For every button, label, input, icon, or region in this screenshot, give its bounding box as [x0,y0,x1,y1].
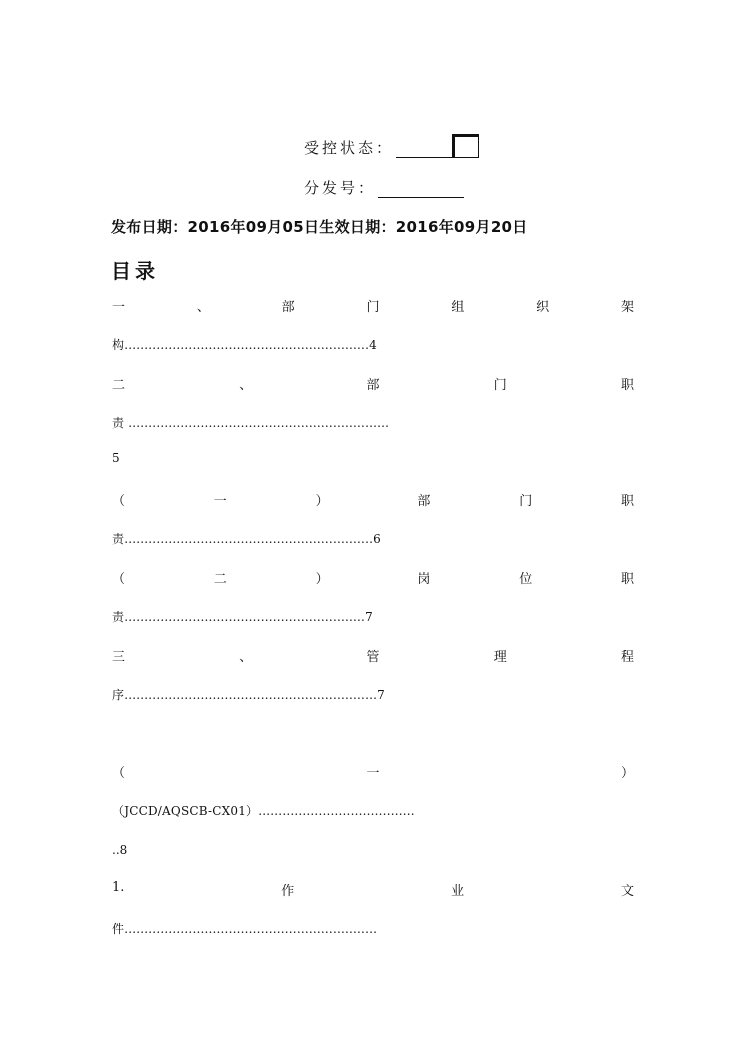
distribution-label: 分发号： [304,179,377,197]
toc-entry-1-heading [112,296,634,315]
toc-char: 位 [519,572,533,587]
toc-char: 二 [112,378,126,393]
toc-char: ） [315,572,329,587]
toc-char: 门 [366,300,380,315]
toc-char: 、 [239,650,253,665]
toc-char: 部 [417,494,431,509]
toc-char: 程 [620,650,634,665]
toc-char: 门 [493,378,507,393]
toc-entry-6-page: ..8 [112,843,128,857]
distribution-line [304,177,464,198]
toc-char: 部 [281,300,295,315]
toc-char: 管 [366,650,380,665]
control-status-blank [396,141,456,158]
toc-entry-7-leader[interactable]: 件............................................................... [112,922,378,936]
toc-entry-3-heading [112,490,634,509]
toc-char: 门 [519,494,533,509]
control-status-line [304,137,456,158]
toc-char: 部 [366,378,380,393]
toc-entry-6-heading [112,762,634,781]
toc-entry-3-leader[interactable]: 责..............................................................6 [112,532,381,546]
toc-char: 职 [620,378,634,393]
control-status-checkbox[interactable] [452,134,479,158]
toc-char: 一 [366,766,380,781]
toc-entry-6-leader[interactable]: （JCCD/AQSCB-CX01）....................................... [112,804,415,818]
toc-char: 三 [112,650,126,665]
toc-entry-1-leader[interactable]: 构.............................................................4 [112,338,377,352]
toc-entry-4-leader[interactable]: 责............................................................7 [112,610,373,624]
dates-line: 发布日期：2016年09月05日生效日期：2016年09月20日 [111,218,528,236]
toc-char: 、 [196,300,210,315]
toc-char: 架 [620,300,634,315]
toc-entry-5-leader[interactable]: 序...............................................................7 [112,688,385,702]
toc-char: 文 [620,884,634,899]
toc-char: （ [112,494,126,509]
toc-char: 、 [239,378,253,393]
toc-char: （ [112,766,126,781]
toc-char: 组 [451,300,465,315]
toc-title: 目录 [111,259,159,283]
toc-char: 作 [281,884,295,899]
distribution-blank [378,181,464,198]
control-status-label: 受控状态： [304,139,395,157]
toc-entry-2-page: 5 [112,451,120,465]
toc-char: ） [315,494,329,509]
toc-char: 二 [213,572,227,587]
toc-char: 职 [620,494,634,509]
toc-char: 岗 [417,572,431,587]
toc-entry-4-heading [112,568,634,587]
toc-char: 理 [493,650,507,665]
toc-char: 业 [451,884,465,899]
toc-entry-7-heading [112,880,634,899]
toc-char: （ [112,572,126,587]
toc-char: 一 [213,494,227,509]
toc-entry-5-heading [112,646,634,665]
toc-char: ） [620,766,634,781]
toc-char: 织 [536,300,550,315]
toc-char: 1. [112,880,125,895]
toc-entry-2-heading [112,374,634,393]
toc-char: 一 [112,300,126,315]
toc-entry-2-leader[interactable]: 责 ................................................................. [112,416,390,430]
toc-char: 职 [620,572,634,587]
